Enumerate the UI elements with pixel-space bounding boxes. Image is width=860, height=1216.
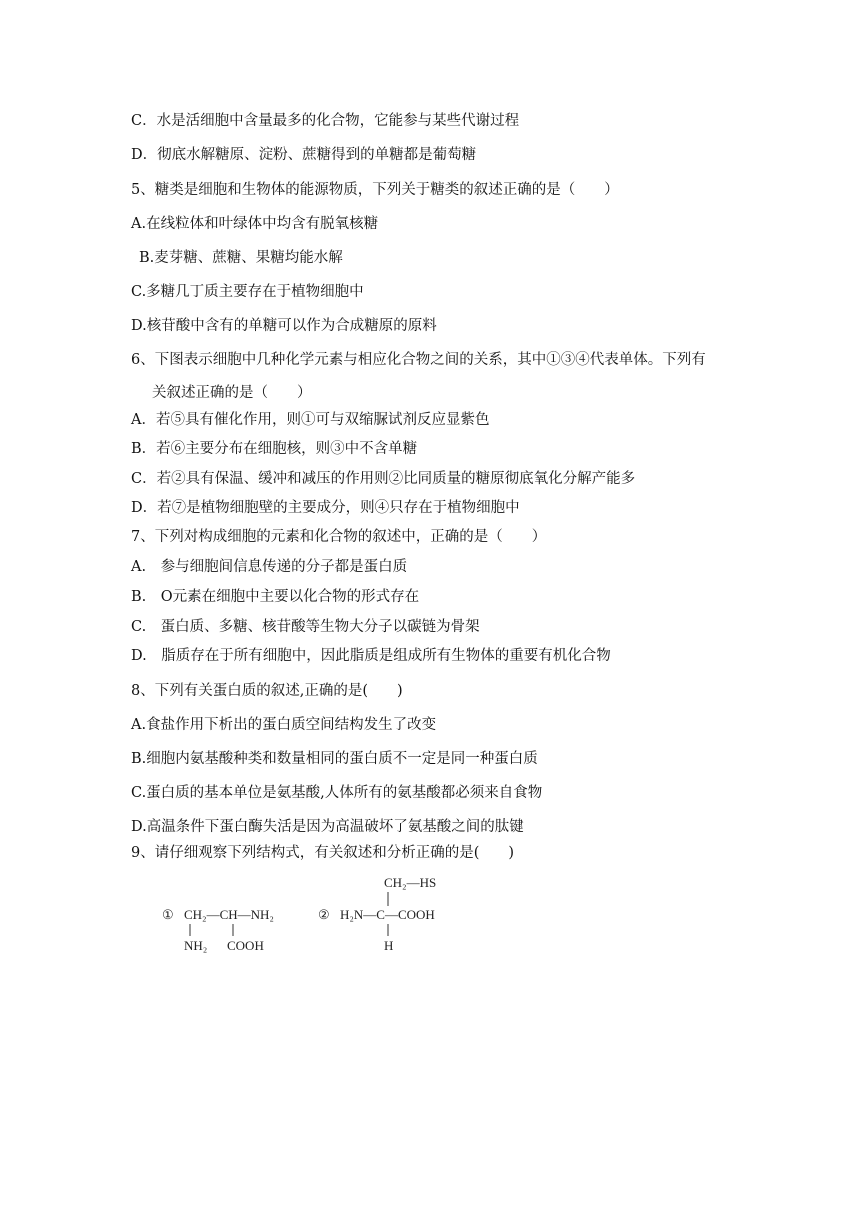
question-6-cont: 关叙述正确的是（ ） — [152, 385, 312, 401]
structure-2-main: H₂N—C—COOH — [340, 907, 435, 922]
structure-1-left-bottom: NH₂ — [184, 938, 208, 953]
option-c: C．若②具有保温、缓冲和减压的作用则②比同质量的糖原彻底氧化分解产能多 — [131, 471, 636, 487]
option-b: B．若⑥主要分布在细胞核，则③中不含单糖 — [131, 441, 418, 457]
option-b: B. O元素在细胞中主要以化合物的形式存在 — [131, 589, 420, 605]
structure-label-2: ② — [318, 907, 330, 922]
structure-label-1: ① — [162, 907, 174, 922]
option-b: B.麦芽糖、蔗糖、果糖均能水解 — [139, 250, 343, 266]
structure-2-bottom: H — [384, 938, 394, 953]
option-d: D. 脂质存在于所有细胞中，因此脂质是组成所有生物体的重要有机化合物 — [131, 648, 611, 664]
structure-2-top: CH₂—HS — [384, 875, 437, 890]
question-9: 9、请仔细观察下列结构式，有关叙述和分析正确的是( ) — [131, 845, 515, 861]
option-a: A.在线粒体和叶绿体中均含有脱氧核糖 — [131, 216, 379, 232]
option-c: C. 蛋白质、多糖、核苷酸等生物大分子以碳链为骨架 — [131, 619, 480, 635]
structural-formulas — [160, 870, 470, 960]
option-a: A.食盐作用下析出的蛋白质空间结构发生了改变 — [131, 717, 437, 733]
question-6: 6、下图表示细胞中几种化学元素与相应化合物之间的关系，其中①③④代表单体。下列有 — [131, 352, 706, 368]
option-c: C.多糖几丁质主要存在于植物细胞中 — [131, 284, 364, 300]
text-line: C．水是活细胞中含量最多的化合物，它能参与某些代谢过程 — [131, 113, 520, 129]
option-d: D．若⑦是植物细胞壁的主要成分，则④只存在于植物细胞中 — [131, 500, 520, 516]
option-c: C.蛋白质的基本单位是氨基酸,人体所有的氨基酸都必须来自食物 — [131, 785, 543, 801]
text-line: D．彻底水解糖原、淀粉、蔗糖得到的单糖都是葡萄糖 — [131, 147, 477, 163]
option-a: A．若⑤具有催化作用，则①可与双缩脲试剂反应显紫色 — [131, 412, 490, 428]
option-b: B.细胞内氨基酸种类和数量相同的蛋白质不一定是同一种蛋白质 — [131, 751, 538, 767]
question-8: 8、下列有关蛋白质的叙述,正确的是( ) — [131, 683, 403, 699]
question-7: 7、下列对构成细胞的元素和化合物的叙述中，正确的是（ ） — [131, 529, 547, 545]
option-d: D.核苷酸中含有的单糖可以作为合成糖原的原料 — [131, 318, 437, 334]
question-5: 5、糖类是细胞和生物体的能源物质，下列关于糖类的叙述正确的是（ ） — [131, 182, 619, 198]
option-d: D.高温条件下蛋白酶失活是因为高温破坏了氨基酸之间的肽键 — [131, 819, 524, 835]
option-a: A. 参与细胞间信息传递的分子都是蛋白质 — [131, 559, 408, 575]
structure-1-right-bottom: COOH — [227, 938, 264, 953]
structure-1-top: CH₂—CH—NH₂ — [184, 907, 274, 922]
